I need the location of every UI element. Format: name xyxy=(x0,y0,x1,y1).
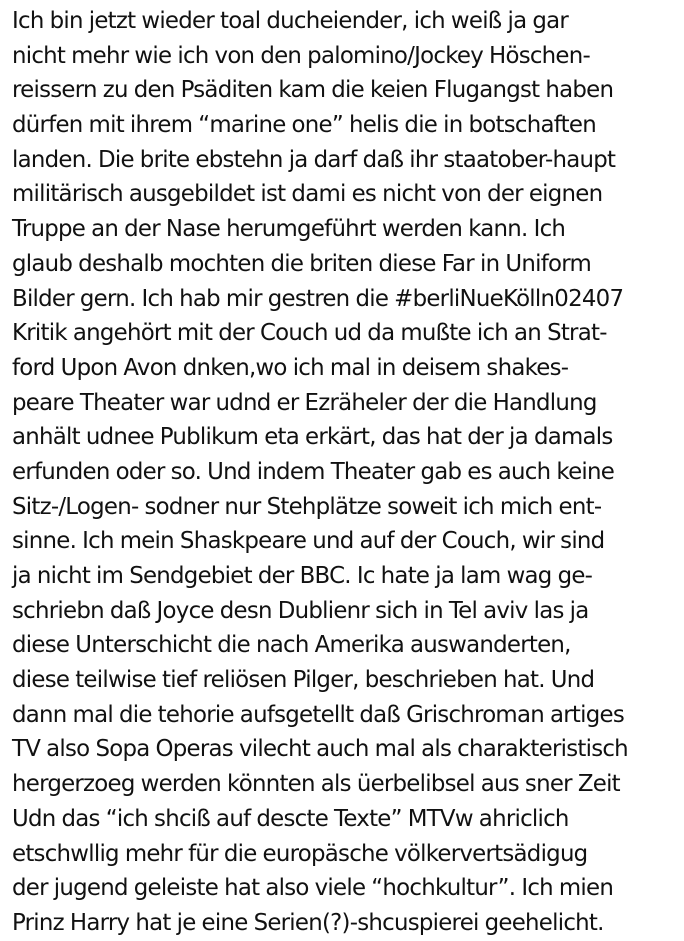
body-text xyxy=(12,4,684,941)
text-line: erfunden oder so. Und indem Theater gab es auch keine xyxy=(12,458,615,485)
text-line: Truppe an der Nase herumgeführt werden kann. Ich xyxy=(12,216,566,243)
text-line: Ich bin jetzt wieder toal ducheiender, ich weiß ja gar xyxy=(12,8,569,34)
text-line: Kritik angehört mit der Couch ud da mußte ich an Strat- xyxy=(12,320,607,347)
text-line: ford Upon Avon dnken,wo ich mal in deisem shakes- xyxy=(12,354,569,381)
text-line: hergerzoeg werden könnten als üerbelibsel aus sner Zeit xyxy=(12,771,620,798)
text-line: militärisch ausgebildet ist dami es nicht von der eignen xyxy=(12,181,603,208)
text-line: diese Unterschicht die nach Amerika auswanderten, xyxy=(12,632,571,659)
text-line: schriebn daß Joyce desn Dublienr sich in Tel aviv las ja xyxy=(12,597,589,624)
text-line: nicht mehr wie ich von den palomino/Jockey Höschen- xyxy=(12,42,591,69)
text-line: glaub deshalb mochten die briten diese Far in Uniform xyxy=(12,250,592,277)
text-line: etschwllig mehr für die europäsche völkervertsädigug xyxy=(12,840,588,867)
text-line: landen. Die brite ebstehn ja darf daß ihr staatober-haupt xyxy=(12,146,616,173)
text-line: Sitz-/Logen- sodner nur Stehplätze soweit ich mich ent- xyxy=(12,493,602,520)
text-line: dann mal die tehorie aufsgetellt daß Grischroman artiges xyxy=(12,701,624,728)
text-line: Bilder gern. Ich hab mir gestren die #berliNueKölln02407 xyxy=(12,285,624,312)
text-line: dürfen mit ihrem “marine one” helis die in botschaften xyxy=(12,112,596,139)
text-line: peare Theater war udnd er Ezräheler der die Handlung xyxy=(12,389,597,416)
text-line: diese teilwise tief reliösen Pilger, beschrieben hat. Und xyxy=(12,667,595,694)
text-line: Prinz Harry hat je eine Serien(?)-shcuspierei geehelicht. xyxy=(12,909,604,936)
text-line: sinne. Ich mein Shaskpeare und auf der Couch, wir sind xyxy=(12,528,605,555)
text-line: anhält udnee Publikum eta erkärt, das hat der ja damals xyxy=(12,424,613,451)
text-line: TV also Sopa Operas vilecht auch mal als charakteristisch xyxy=(12,736,628,763)
text-line: reissern zu den Psäditen kam die keien Flugangst haben xyxy=(12,77,614,104)
text-line: ja nicht im Sendgebiet der BBC. Ic hate ja lam wag ge- xyxy=(12,563,593,589)
text-line: Udn das “ich shciß auf descte Texte” MTVw ahriclich xyxy=(12,805,569,832)
text-line: der jugend geleiste hat also viele “hochkultur”. Ich mien xyxy=(12,875,614,902)
